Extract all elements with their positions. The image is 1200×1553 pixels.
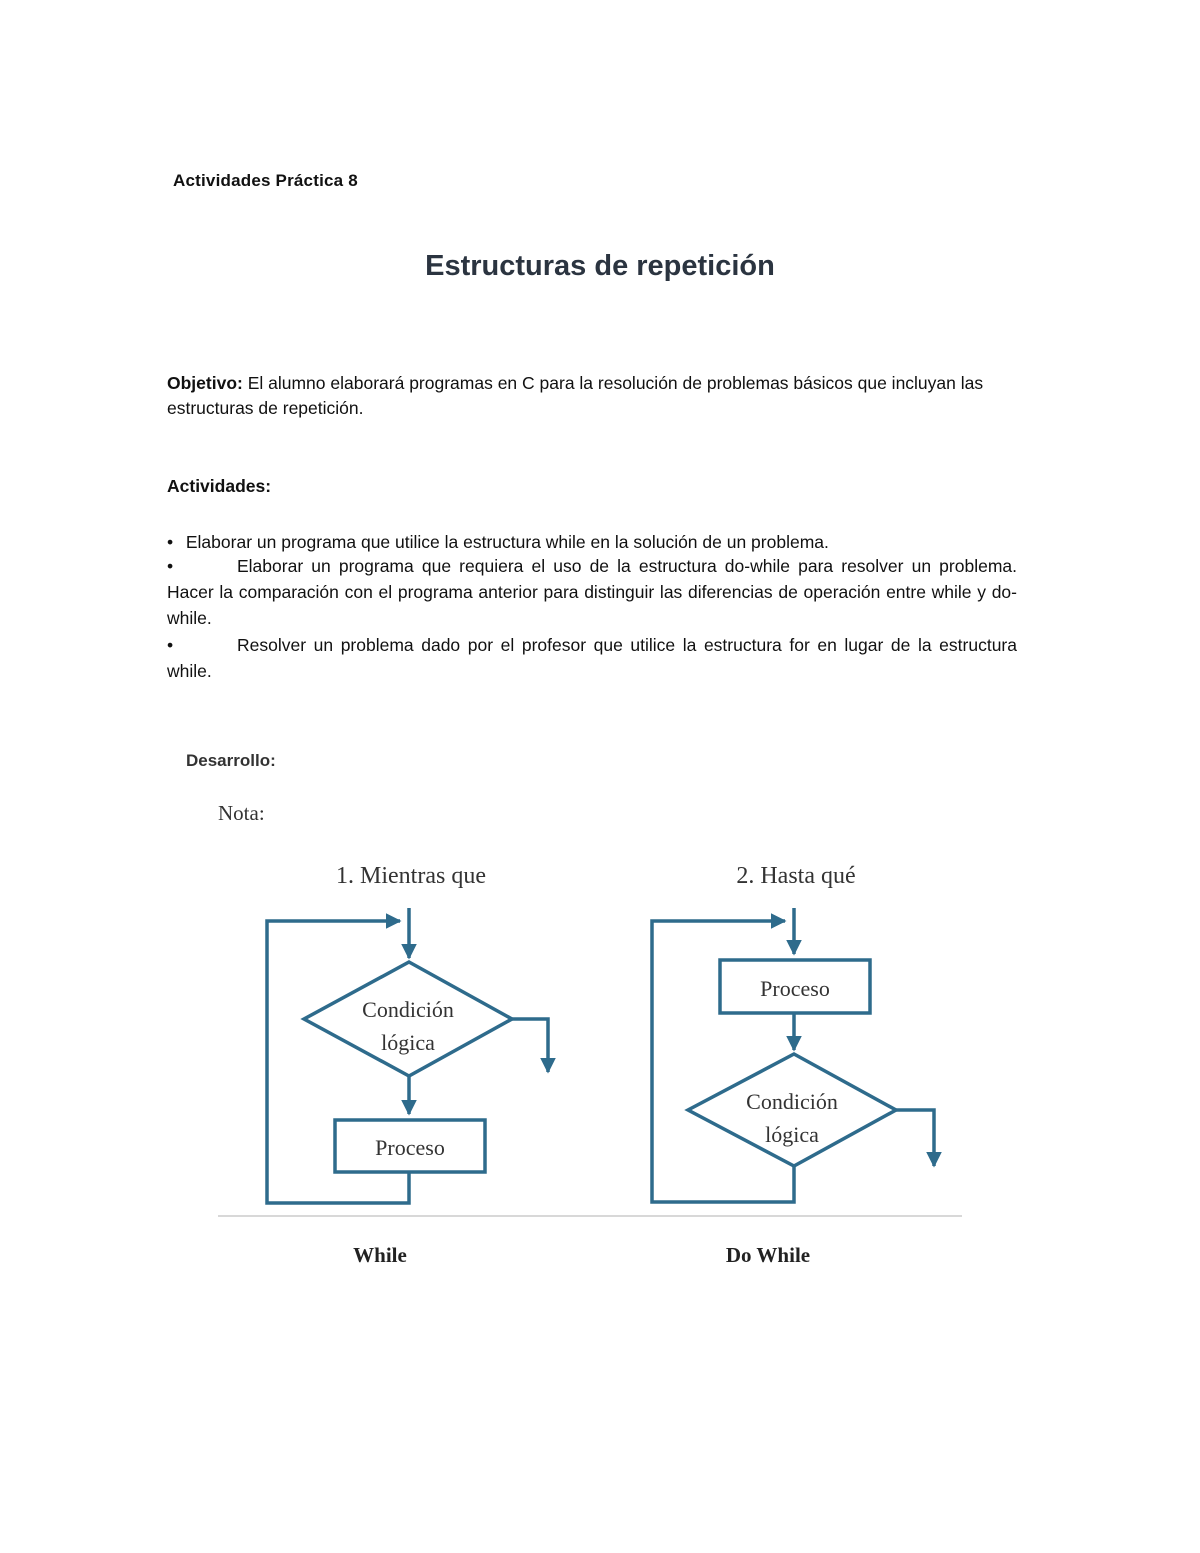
process-label: Proceso (375, 1135, 445, 1160)
while-title: 1. Mientras que (336, 863, 486, 889)
activity-text: Elaborar un programa que utilice la estructura while en la solución de un problema. (185, 532, 829, 552)
do-while-title: 2. Hasta qué (736, 863, 856, 889)
process-label: Proceso (760, 976, 830, 1001)
objective-label: Objetivo: (167, 373, 243, 393)
bullet-icon: • (167, 532, 174, 552)
while-caption: While (353, 1243, 407, 1267)
activity-text: Resolver un problema dado por el profesor que utilice la estructura for en lugar de la estructura while. (167, 635, 1017, 681)
condition-label-line1: Condición (746, 1089, 838, 1114)
note-label: Nota: (218, 801, 265, 825)
do-while-caption: Do While (725, 1243, 811, 1267)
objective-text: El alumno elaborará programas en C para la resolución de problemas básicos que incluyan las estructuras de repetición. (167, 373, 984, 418)
condition-label-line1: Condición (362, 997, 454, 1022)
condition-label-line2: lógica (765, 1122, 819, 1147)
document-header: Actividades Práctica 8 (173, 171, 358, 190)
page-title: Estructuras de repetición (425, 250, 775, 282)
while-flowchart (267, 863, 548, 1203)
bullet-icon: • (167, 635, 174, 655)
activities-heading: Actividades: (167, 476, 272, 496)
development-heading: Desarrollo: (186, 751, 276, 770)
bullet-icon: • (167, 556, 174, 576)
do-while-flowchart (652, 863, 934, 1202)
condition-label-line2: lógica (381, 1030, 435, 1055)
exit-arrow (896, 1110, 934, 1166)
activity-text: Elaborar un programa que requiera el uso de la estructura do-while para resolver un problema. Hacer la comparación con el programa anterior para distinguir las diferencias de operación entre while y do-while. (167, 556, 1017, 628)
exit-arrow (512, 1019, 548, 1072)
